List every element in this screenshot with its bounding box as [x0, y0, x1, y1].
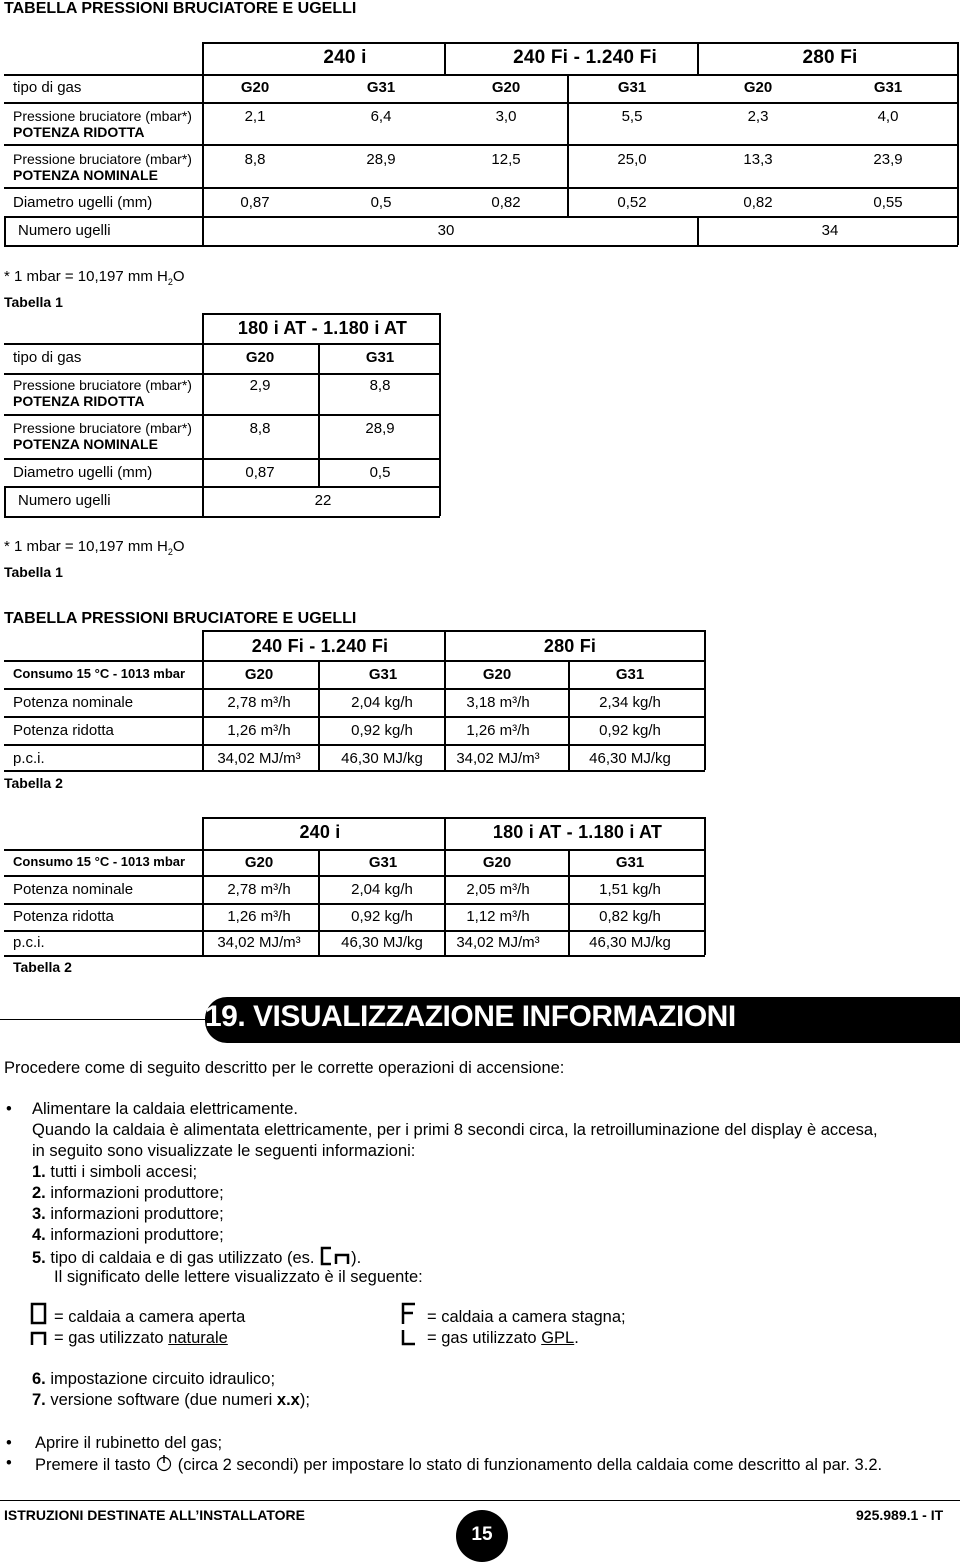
t4-label-rid: Potenza ridotta: [13, 908, 114, 925]
t3-nominale: 2,04 kg/h: [351, 694, 413, 711]
t2-ridotta: 2,9: [249, 377, 271, 394]
t2-model: 180 i AT - 1.180 i AT: [237, 318, 408, 338]
display-o-icon: [30, 1302, 48, 1326]
t2-numero: 22: [314, 492, 332, 509]
t4-model-a: 240 i: [299, 822, 341, 842]
t2-gas: G20: [245, 349, 275, 366]
t2-label-pn-bold: POTENZA NOMINALE: [13, 436, 158, 452]
t1-model-280fi: 280 Fi: [802, 47, 858, 68]
t1-gas: G31: [366, 79, 396, 96]
list-item: 1. tutti i simboli accesi;: [32, 1163, 198, 1181]
t1-nominale: 25,0: [617, 151, 647, 168]
t2-nominale: 28,9: [365, 420, 395, 437]
display-cn-icon: [319, 1246, 351, 1266]
t1-diametro: 0,55: [873, 194, 903, 211]
t2-nominale: 8,8: [249, 420, 271, 437]
t3-pci: 34,02 MJ/m³: [217, 750, 301, 767]
list-item: 5. tipo di caldaia e di gas utilizzato (es. ).: [32, 1246, 361, 1268]
t1-ridotta: 2,3: [747, 108, 769, 125]
t1-gas: G20: [743, 79, 773, 96]
t3-ridotta: 1,26 m³/h: [466, 722, 530, 739]
t4-nominale: 2,78 m³/h: [227, 881, 291, 898]
t1-gas: G31: [617, 79, 647, 96]
s19-meaning: Il significato delle lettere visualizzato è il seguente:: [54, 1268, 423, 1286]
t1-label-pn: Pressione bruciatore (mbar*): [13, 151, 192, 167]
t2-diametro: 0,5: [369, 464, 391, 481]
t1-ridotta: 4,0: [877, 108, 899, 125]
t1-label-pn-bold: POTENZA NOMINALE: [13, 167, 158, 183]
footer-right: 925.989.1 - IT: [856, 1507, 944, 1523]
t3-label-pci: p.c.i.: [13, 750, 45, 767]
t1-nominale: 8,8: [244, 151, 266, 168]
t2-label-num: Numero ugelli: [18, 492, 111, 509]
t3-nominale: 2,78 m³/h: [227, 694, 291, 711]
t1-diametro: 0,82: [743, 194, 773, 211]
section2-title: TABELLA PRESSIONI BRUCIATORE E UGELLI: [4, 610, 357, 627]
t4-ridotta: 0,92 kg/h: [351, 908, 413, 925]
t1-ridotta: 5,5: [621, 108, 643, 125]
list-item: 7. versione software (due numeri x.x);: [32, 1391, 310, 1409]
legend-open-chamber: = caldaia a camera aperta: [54, 1308, 246, 1326]
t3-gas: G20: [244, 666, 274, 683]
t1-nominale: 13,3: [743, 151, 773, 168]
t1-numero: 34: [821, 222, 839, 239]
t4-label-nom: Potenza nominale: [13, 881, 134, 898]
t2-ridotta: 8,8: [369, 377, 391, 394]
legend-sealed-chamber: = caldaia a camera stagna;: [427, 1308, 626, 1326]
t3-ridotta: 1,26 m³/h: [227, 722, 291, 739]
t4-gas: G31: [368, 854, 398, 871]
t3-nominale: 2,34 kg/h: [599, 694, 661, 711]
legend-natural-gas: = gas utilizzato naturale: [54, 1329, 228, 1347]
t1-nominale: 12,5: [491, 151, 521, 168]
t1-ridotta: 3,0: [495, 108, 517, 125]
t1-label-tipo: tipo di gas: [13, 79, 82, 96]
t1-label-num: Numero ugelli: [18, 222, 111, 239]
t3-gas: G31: [615, 666, 645, 683]
t3-caption: Tabella 2: [4, 775, 63, 791]
t1-ridotta: 6,4: [370, 108, 392, 125]
t4-nominale: 2,05 m³/h: [466, 881, 530, 898]
t1-model-240fi: 240 Fi - 1.240 Fi: [513, 47, 657, 68]
t4-pci: 34,02 MJ/m³: [456, 934, 540, 951]
t2-caption: Tabella 1: [4, 564, 63, 580]
t1-nominale: 28,9: [366, 151, 396, 168]
power-button-icon: [155, 1454, 173, 1472]
bullet-icon: •: [6, 1100, 12, 1118]
t1-diametro: 0,5: [370, 194, 392, 211]
t1-model-240i: 240 i: [323, 47, 367, 68]
t1-gas: G31: [873, 79, 903, 96]
t4-nominale: 1,51 kg/h: [599, 881, 661, 898]
t4-ridotta: 0,82 kg/h: [599, 908, 661, 925]
t3-pci: 46,30 MJ/kg: [341, 750, 423, 767]
t2-label-pr: Pressione bruciatore (mbar*): [13, 377, 192, 393]
list-item: 6. impostazione circuito idraulico;: [32, 1370, 276, 1388]
section-19-title: 19. VISUALIZZAZIONE INFORMAZIONI: [205, 1000, 736, 1033]
t4-gas: G31: [615, 854, 645, 871]
t4-ridotta: 1,12 m³/h: [466, 908, 530, 925]
t1-gas: G20: [491, 79, 521, 96]
t4-pci: 46,30 MJ/kg: [589, 934, 671, 951]
t3-nominale: 3,18 m³/h: [466, 694, 530, 711]
t3-model-b: 280 Fi: [543, 636, 597, 656]
s19-bullet1: Alimentare la caldaia elettricamente.: [32, 1100, 298, 1118]
s19-intro: Procedere come di seguito descritto per le corrette operazioni di accensione:: [4, 1059, 565, 1077]
t3-gas: G20: [482, 666, 512, 683]
t2-label-pr-bold: POTENZA RIDOTTA: [13, 393, 145, 409]
t3-pci: 34,02 MJ/m³: [456, 750, 540, 767]
t3-pci: 46,30 MJ/kg: [589, 750, 671, 767]
t4-gas: G20: [482, 854, 512, 871]
t4-label-pci: p.c.i.: [13, 934, 45, 951]
t4-caption: Tabella 2: [13, 959, 72, 975]
display-f-icon: [400, 1302, 418, 1326]
t1-diametro: 0,82: [491, 194, 521, 211]
page-number: 15: [456, 1510, 508, 1562]
t3-label-rid: Potenza ridotta: [13, 722, 114, 739]
t2-label-dia: Diametro ugelli (mm): [13, 464, 153, 481]
t4-gas: G20: [244, 854, 274, 871]
t2-label-tipo: tipo di gas: [13, 349, 82, 366]
t1-label-pr: Pressione bruciatore (mbar*): [13, 108, 192, 124]
t4-ridotta: 1,26 m³/h: [227, 908, 291, 925]
s19-bullet2: Aprire il rubinetto del gas;: [35, 1434, 223, 1452]
bullet-icon: •: [6, 1454, 12, 1472]
t3-gas: G31: [368, 666, 398, 683]
display-n-icon: [30, 1330, 48, 1346]
t3-ridotta: 0,92 kg/h: [351, 722, 413, 739]
s19-para2: in seguito sono visualizzate le seguenti informazioni:: [32, 1142, 416, 1160]
t3-model-a: 240 Fi - 1.240 Fi: [251, 636, 389, 656]
t3-label-nom: Potenza nominale: [13, 694, 134, 711]
t1-nominale: 23,9: [873, 151, 903, 168]
t2-gas: G31: [365, 349, 395, 366]
t1-label-pr-bold: POTENZA RIDOTTA: [13, 124, 145, 140]
t4-nominale: 2,04 kg/h: [351, 881, 413, 898]
s19-bullet3: Premere il tasto (circa 2 secondi) per impostare lo stato di funzionamento della caldaia come descritto al par. 3.2.: [35, 1456, 883, 1474]
display-l-icon: [400, 1328, 418, 1346]
t4-consumo: Consumo 15 °C - 1013 mbar: [13, 854, 186, 869]
t2-note: * 1 mbar = 10,197 mm $H_2O$: [4, 538, 185, 557]
t3-ridotta: 0,92 kg/h: [599, 722, 661, 739]
t1-numero: 30: [437, 222, 455, 239]
list-item: 4. informazioni produttore;: [32, 1226, 224, 1244]
t1-label-dia: Diametro ugelli (mm): [13, 194, 153, 211]
list-item: 2. informazioni produttore;: [32, 1184, 224, 1202]
legend-lpg: = gas utilizzato GPL.: [427, 1329, 579, 1347]
t1-caption: Tabella 1: [4, 294, 63, 310]
bullet-icon: •: [6, 1434, 12, 1452]
t2-diametro: 0,87: [245, 464, 275, 481]
t1-gas: G20: [240, 79, 270, 96]
t4-pci: 34,02 MJ/m³: [217, 934, 301, 951]
s19-para1: Quando la caldaia è alimentata elettricamente, per i primi 8 secondi circa, la retroilluminazione del display è accesa,: [32, 1121, 878, 1139]
footer-left: ISTRUZIONI DESTINATE ALL’INSTALLATORE: [4, 1507, 305, 1523]
t2-label-pn: Pressione bruciatore (mbar*): [13, 420, 192, 436]
list-item: 3. informazioni produttore;: [32, 1205, 224, 1223]
t1-note: * 1 mbar = 10,197 mm $H_2O$: [4, 268, 185, 287]
page-title: TABELLA PRESSIONI BRUCIATORE E UGELLI: [4, 0, 357, 17]
t1-diametro: 0,52: [617, 194, 647, 211]
t1-diametro: 0,87: [240, 194, 270, 211]
t4-pci: 46,30 MJ/kg: [341, 934, 423, 951]
t1-ridotta: 2,1: [244, 108, 266, 125]
t4-model-b: 180 i AT - 1.180 i AT: [492, 822, 663, 842]
t3-consumo: Consumo 15 °C - 1013 mbar: [13, 666, 186, 681]
